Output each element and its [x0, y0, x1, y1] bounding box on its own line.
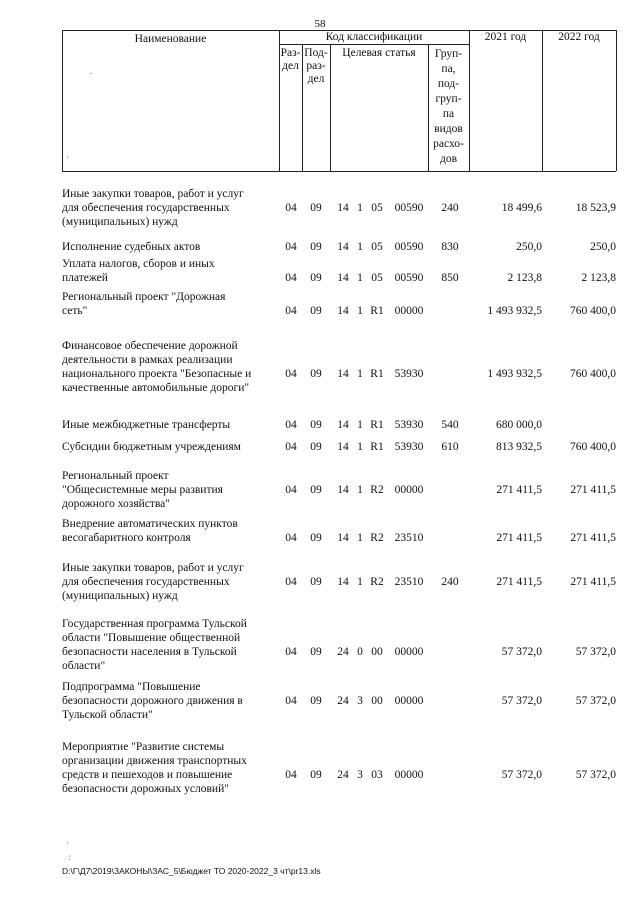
row-cell-v2021: 57 372,0: [501, 769, 542, 781]
row-cell-a4: 00000: [394, 484, 424, 496]
row-cell-a4: 53930: [394, 441, 424, 453]
row-cell-a2: 1: [357, 441, 363, 453]
row-cell-v2022: 18 523,9: [575, 202, 616, 214]
row-name: Подпрограмма "Повышение безопасности дорожного движения в Тульской области": [62, 681, 243, 721]
row-cell-a4: 00000: [394, 769, 424, 781]
row-cell-p: 09: [310, 305, 322, 317]
row-cell-a2: 1: [357, 484, 363, 496]
row-cell-p: 09: [310, 646, 322, 658]
row-name: Внедрение автоматических пунктов весогабаритного контроля: [62, 518, 238, 544]
row-cell-v2022: 271 411,5: [570, 532, 616, 544]
row-cell-p: 09: [310, 769, 322, 781]
row-cell-p: 09: [310, 272, 322, 284]
page-number: 58: [314, 18, 326, 30]
row-cell-v2021: 1 493 932,5: [487, 368, 542, 380]
header-group: Груп- па, под- груп- па видов расхо- дов: [433, 48, 464, 165]
row-cell-g: 240: [441, 576, 459, 588]
header-article: Целевая статья: [342, 47, 416, 59]
row-cell-v2022: 760 400,0: [570, 441, 616, 453]
row-cell-r: 04: [285, 532, 297, 544]
row-cell-a4: 00590: [394, 272, 424, 284]
row-cell-a3: R1: [370, 368, 384, 380]
row-cell-v2021: 250,0: [516, 241, 542, 253]
row-cell-p: 09: [310, 695, 322, 707]
row-name: Уплата налогов, сборов и иных платежей: [62, 258, 215, 284]
row-cell-r: 04: [285, 419, 297, 431]
row-cell-a2: 1: [357, 272, 363, 284]
row-cell-a1: 14: [337, 419, 349, 431]
row-cell-a1: 14: [337, 484, 349, 496]
row-cell-p: 09: [310, 441, 322, 453]
row-cell-r: 04: [285, 305, 297, 317]
row-cell-a2: 1: [357, 576, 363, 588]
row-cell-a1: 14: [337, 532, 349, 544]
row-cell-a1: 24: [337, 695, 349, 707]
row-cell-a2: 1: [357, 368, 363, 380]
row-cell-r: 04: [285, 441, 297, 453]
header-2021: 2021 год: [484, 31, 527, 43]
row-cell-a4: 00000: [394, 305, 424, 317]
row-cell-g: 610: [441, 441, 459, 453]
row-cell-r: 04: [285, 769, 297, 781]
row-cell-a3: R2: [370, 484, 384, 496]
row-name: Иные закупки товаров, работ и услуг для обеспечения государственных (муниципальных) нужд: [62, 562, 244, 602]
row-cell-a1: 24: [337, 769, 349, 781]
row-cell-v2022: 2 123,8: [581, 272, 616, 284]
row-cell-r: 04: [285, 646, 297, 658]
row-cell-v2021: 57 372,0: [501, 646, 542, 658]
row-cell-a4: 23510: [394, 576, 424, 588]
row-cell-a4: 53930: [394, 419, 424, 431]
row-cell-a3: 05: [371, 272, 383, 284]
row-name: Мероприятие "Развитие системы организации движения транспортных средств и пешеходов и повышение безопасности дорожных условий": [62, 741, 247, 795]
row-cell-v2021: 271 411,5: [496, 532, 542, 544]
row-cell-v2021: 1 493 932,5: [487, 305, 542, 317]
row-cell-v2022: 271 411,5: [570, 484, 616, 496]
row-name: Финансовое обеспечение дорожной деятельности в рамках реализации национального проекта "Безопасные и качественные автомобильные дороги": [62, 340, 252, 394]
row-cell-p: 09: [310, 576, 322, 588]
row-cell-r: 04: [285, 695, 297, 707]
row-cell-a3: R2: [370, 576, 384, 588]
row-cell-a4: 53930: [394, 368, 424, 380]
row-cell-v2021: 680 000,0: [496, 419, 542, 431]
row-name: Иные межбюджетные трансферты: [62, 419, 231, 431]
row-cell-a2: 0: [357, 646, 363, 658]
row-cell-a3: R1: [370, 419, 384, 431]
row-cell-v2021: 2 123,8: [507, 272, 542, 284]
row-cell-p: 09: [310, 241, 322, 253]
row-cell-v2022: 250,0: [590, 241, 616, 253]
header-code: Код классификации: [325, 31, 423, 43]
file-path-footer: D:\Г\Д7\2019\ЗАКОНЫ\ЗАС_5\Бюджет ТО 2020-2022_3 чт\pr13.xls: [62, 866, 321, 876]
row-cell-r: 04: [285, 576, 297, 588]
row-cell-a1: 14: [337, 272, 349, 284]
row-cell-v2022: 760 400,0: [570, 368, 616, 380]
row-cell-a2: 1: [357, 419, 363, 431]
row-cell-p: 09: [310, 532, 322, 544]
row-cell-v2021: 813 932,5: [496, 441, 542, 453]
row-cell-v2022: 271 411,5: [570, 576, 616, 588]
row-cell-a1: 14: [337, 368, 349, 380]
row-cell-a3: 03: [371, 769, 383, 781]
row-cell-a4: 00590: [394, 202, 424, 214]
row-cell-a3: 00: [371, 646, 383, 658]
row-cell-a2: 1: [357, 202, 363, 214]
row-cell-a4: 00000: [394, 695, 424, 707]
row-cell-p: 09: [310, 368, 322, 380]
row-cell-v2021: 271 411,5: [496, 576, 542, 588]
row-cell-a4: 23510: [394, 532, 424, 544]
row-cell-v2022: 760 400,0: [570, 305, 616, 317]
row-cell-r: 04: [285, 241, 297, 253]
row-cell-a3: R2: [370, 532, 384, 544]
row-cell-a4: 00000: [394, 646, 424, 658]
header-name: Наименование: [134, 33, 207, 45]
row-cell-v2021: 57 372,0: [501, 695, 542, 707]
row-cell-v2021: 18 499,6: [501, 202, 542, 214]
row-cell-a3: 05: [371, 202, 383, 214]
row-cell-a2: 1: [357, 305, 363, 317]
row-cell-v2022: 57 372,0: [575, 769, 616, 781]
row-cell-p: 09: [310, 484, 322, 496]
row-cell-g: 850: [441, 272, 459, 284]
row-cell-r: 04: [285, 202, 297, 214]
row-cell-a2: 1: [357, 532, 363, 544]
row-cell-a1: 14: [337, 576, 349, 588]
row-name: Исполнение судебных актов: [62, 241, 201, 253]
row-cell-a3: 05: [371, 241, 383, 253]
row-cell-p: 09: [310, 202, 322, 214]
row-cell-a1: 24: [337, 646, 349, 658]
row-cell-v2022: 57 372,0: [575, 646, 616, 658]
row-cell-a1: 14: [337, 305, 349, 317]
row-cell-g: 240: [441, 202, 459, 214]
row-cell-a1: 14: [337, 441, 349, 453]
row-cell-a1: 14: [337, 202, 349, 214]
row-name: Субсидии бюджетным учреждениям: [62, 441, 241, 453]
row-cell-a2: 3: [357, 695, 363, 707]
row-cell-p: 09: [310, 419, 322, 431]
row-cell-a2: 3: [357, 769, 363, 781]
header-razdel: Раз- дел: [280, 47, 301, 72]
header-podrazdel: Под- раз- дел: [304, 47, 328, 85]
row-name: Иные закупки товаров, работ и услуг для обеспечения государственных (муниципальных) нужд: [62, 188, 244, 228]
row-cell-a4: 00590: [394, 241, 424, 253]
row-cell-a1: 14: [337, 241, 349, 253]
row-cell-a3: 00: [371, 695, 383, 707]
row-cell-g: 540: [441, 419, 459, 431]
row-name: Региональный проект "Общесистемные меры развития дорожного хозяйства": [62, 470, 223, 510]
row-cell-a3: R1: [370, 441, 384, 453]
row-cell-g: 830: [441, 241, 459, 253]
row-cell-v2022: 57 372,0: [575, 695, 616, 707]
row-cell-r: 04: [285, 368, 297, 380]
row-cell-r: 04: [285, 484, 297, 496]
row-name: Региональный проект "Дорожная сеть": [62, 291, 226, 317]
row-name: Государственная программа Тульской области "Повышение общественной безопасности населения в Тульской области": [62, 618, 247, 672]
row-cell-a3: R1: [370, 305, 384, 317]
row-cell-a2: 1: [357, 241, 363, 253]
row-cell-v2021: 271 411,5: [496, 484, 542, 496]
header-2022: 2022 год: [558, 31, 600, 43]
row-cell-r: 04: [285, 272, 297, 284]
